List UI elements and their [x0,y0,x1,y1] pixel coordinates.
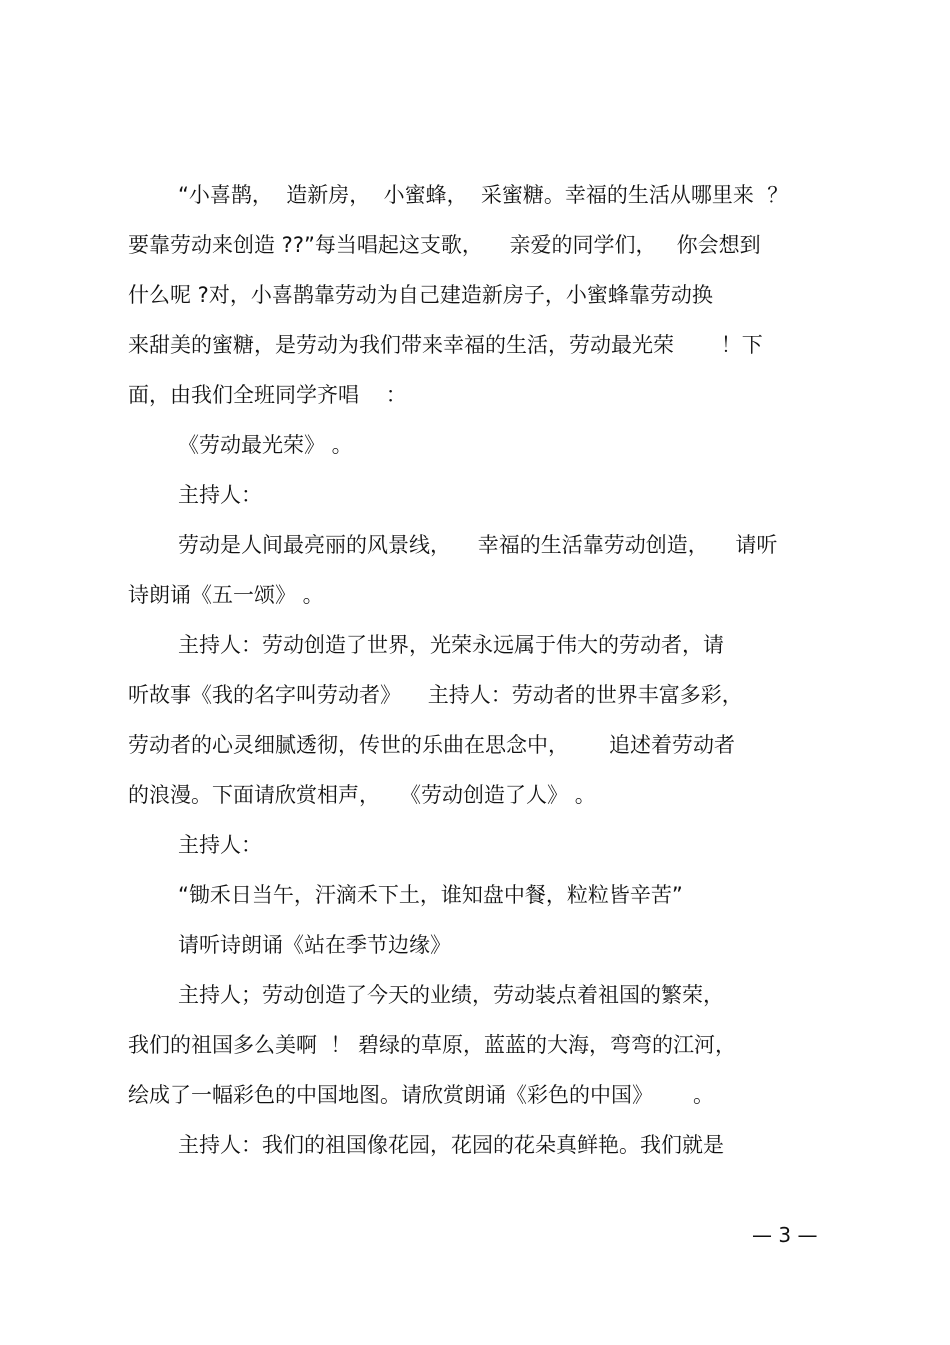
text-line: 主持人： [178,483,262,507]
text-line: 绘成了一幅彩色的中国地图。请欣赏朗诵《彩色的中国》 。 [128,1083,715,1107]
text-line: 劳动者的心灵细腻透彻，传世的乐曲在思念中， 追述着劳动者 [128,733,736,757]
text-line: 听故事《我的名字叫劳动者》 主持人：劳动者的世界丰富多彩， [128,683,743,707]
text-line: 主持人：我们的祖国像花园，花园的花朵真鲜艳。我们就是 [178,1133,724,1157]
text-line: 请听诗朗诵《站在季节边缘》 [178,933,451,957]
text-line: 劳动是人间最亮丽的风景线， 幸福的生活靠劳动创造， 请听 [178,533,778,557]
text-line: 什么呢 ?对，小喜鹊靠劳动为自己建造新房子，小蜜蜂靠劳动换 [128,283,713,307]
text-line: 主持人： [178,833,262,857]
page-number: — 3 — [752,1223,818,1247]
text-line: “锄禾日当午，汗滴禾下土，谁知盘中餐，粒粒皆辛苦” [178,883,683,907]
text-line: 《劳动最光荣》 。 [178,433,353,457]
text-line: 我们的祖国多么美啊 ！ 碧绿的草原，蓝蓝的大海，弯弯的江河， [128,1033,737,1057]
text-line: 来甜美的蜜糖，是劳动为我们带来幸福的生活，劳动最光荣 ！下 [128,333,763,357]
text-line: 要靠劳动来创造 ??”每当唱起这支歌， 亲爱的同学们， 你会想到 [128,233,761,257]
text-line: 面，由我们全班同学齐唱 ： [128,383,407,407]
text-line: “小喜鹊， 造新房， 小蜜蜂， 采蜜糖。幸福的生活从哪里来 ？ [178,183,789,207]
text-line: 的浪漫。下面请欣赏相声， 《劳动创造了人》 。 [128,783,596,807]
text-line: 诗朗诵《五一颂》 。 [128,583,324,607]
text-line: 主持人；劳动创造了今天的业绩，劳动装点着祖国的繁荣， [178,983,724,1007]
text-line: 主持人：劳动创造了世界，光荣永远属于伟大的劳动者，请 [178,633,724,657]
